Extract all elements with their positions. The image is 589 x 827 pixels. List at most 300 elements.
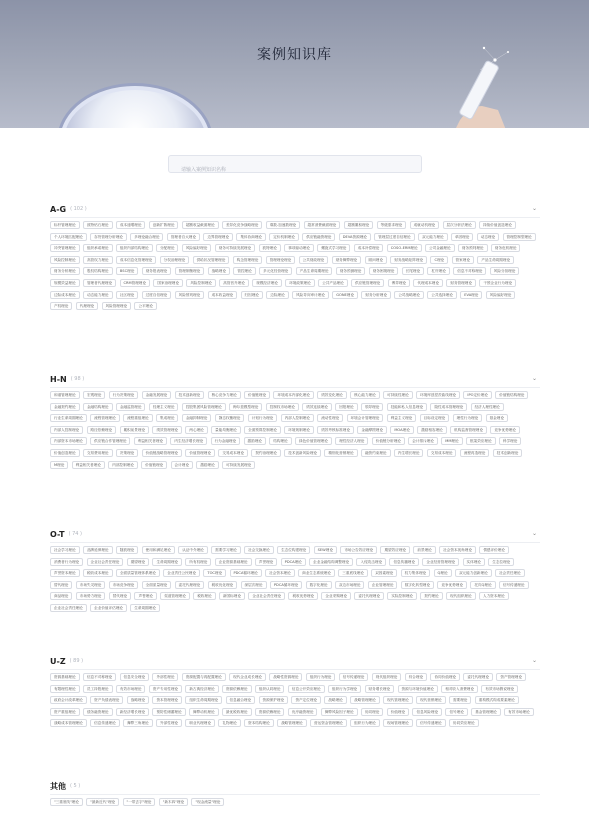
theory-tag[interactable]: 信息传递理论: [90, 719, 120, 727]
theory-tag[interactable]: 情感评价理论: [479, 546, 509, 554]
theory-tag[interactable]: 企业采购理论: [321, 592, 351, 600]
theory-tag[interactable]: 绿色价值管理理论: [295, 437, 332, 445]
theory-tag[interactable]: 现代管理理论: [383, 696, 413, 704]
theory-tag[interactable]: SEW理论: [314, 546, 337, 554]
theory-tag[interactable]: 成本信息化管理理论: [116, 256, 156, 264]
theory-tag[interactable]: M理论: [50, 461, 68, 469]
theory-tag[interactable]: 财务分析理论: [50, 267, 80, 275]
theory-tag[interactable]: 债务融资理论: [83, 708, 113, 716]
theory-tag[interactable]: PDCA循环理论: [230, 569, 262, 577]
theory-tag[interactable]: 框架效应理论: [466, 437, 496, 445]
theory-tag[interactable]: "三重底线"理论: [50, 798, 83, 806]
theory-tag[interactable]: 财务预测理论: [336, 267, 366, 275]
theory-tag[interactable]: 有效市场理论: [504, 708, 534, 716]
theory-tag[interactable]: 管理控制型理论: [503, 233, 536, 241]
theory-tag[interactable]: TOC理论: [203, 569, 226, 577]
theory-tag[interactable]: 战略管理理论: [277, 719, 307, 727]
section-header[interactable]: [50, 373, 540, 385]
theory-tag[interactable]: 供应链合作管理理论: [90, 437, 130, 445]
theory-tag[interactable]: 等级需求理论: [377, 221, 407, 229]
theory-tag[interactable]: 基金理论: [486, 414, 508, 422]
theory-tag[interactable]: 会计理论: [171, 461, 193, 469]
theory-tag[interactable]: 领导理论: [361, 403, 383, 411]
theory-tag[interactable]: 风险偏好理论: [486, 291, 516, 299]
theory-tag[interactable]: IPO定价理论: [463, 391, 491, 399]
theory-tag[interactable]: MM理论: [441, 437, 462, 445]
theory-tag[interactable]: 激励理论: [244, 437, 266, 445]
theory-tag[interactable]: 声誉理论: [255, 558, 277, 566]
theory-tag[interactable]: 数字化理论: [306, 581, 332, 589]
theory-tag[interactable]: 金融抑制理论: [182, 414, 212, 422]
theory-tag[interactable]: 三重底线理论: [338, 569, 368, 577]
theory-tag[interactable]: 税收成本理论: [83, 569, 113, 577]
theory-tag[interactable]: 协同理论: [361, 708, 383, 716]
theory-tag[interactable]: 协同效应理论: [449, 719, 479, 727]
theory-tag[interactable]: 存货管理分析理论: [90, 233, 127, 241]
theory-tag[interactable]: 舞弊三角理论: [123, 719, 153, 727]
theory-tag[interactable]: 产权理论: [50, 302, 72, 310]
theory-tag[interactable]: 双因素理论: [371, 569, 397, 577]
theory-tag[interactable]: 信号传递理论: [416, 719, 446, 727]
theory-tag[interactable]: 绩效变化理论: [317, 391, 347, 399]
theory-tag[interactable]: 全面预算控制理论: [244, 426, 281, 434]
theory-tag[interactable]: 层次分析法理论: [443, 221, 476, 229]
theory-tag[interactable]: DEVA资源理论: [339, 233, 371, 241]
theory-tag[interactable]: 创新扩散理论: [149, 221, 179, 229]
theory-tag[interactable]: 绩效考核标准理论: [317, 426, 354, 434]
theory-tag[interactable]: 商品理论: [50, 592, 72, 600]
theory-tag[interactable]: 资源保护理论: [259, 696, 289, 704]
theory-tag[interactable]: 多理论融合理论: [130, 233, 163, 241]
theory-tag[interactable]: 理性经济人理论: [335, 437, 368, 445]
theory-tag[interactable]: 机构监督管理理论: [450, 426, 487, 434]
theory-tag[interactable]: 新国标理论: [219, 592, 245, 600]
theory-tag[interactable]: 资源与环境价值理论: [398, 685, 438, 693]
theory-tag[interactable]: 环境规制理论: [284, 426, 314, 434]
theory-tag[interactable]: 财务舞弊理论: [332, 256, 362, 264]
theory-tag[interactable]: 事项驱动理论: [284, 244, 314, 252]
theory-tag[interactable]: 股权结构理论: [83, 267, 113, 275]
theory-tag[interactable]: 动态能力理论: [83, 291, 113, 299]
theory-tag[interactable]: 成本收益理论: [208, 291, 238, 299]
theory-tag[interactable]: 信息融合理论: [226, 696, 256, 704]
theory-tag[interactable]: 最优税收理论: [222, 708, 252, 716]
theory-tag[interactable]: 产品生命周期理论: [477, 256, 514, 264]
theory-tag[interactable]: 外部性理论: [152, 673, 178, 681]
theory-tag[interactable]: 公共产品理论: [318, 279, 348, 287]
theory-tag[interactable]: 市场竞争理论: [109, 581, 139, 589]
theory-tag[interactable]: 资产专用性理论: [149, 685, 182, 693]
theory-tag[interactable]: 价值链分析理论: [372, 437, 405, 445]
theory-tag[interactable]: 环境库兹涅茨曲线理论: [416, 391, 460, 399]
section-header[interactable]: [50, 655, 540, 667]
theory-tag[interactable]: 资源依赖理论: [255, 708, 285, 716]
theory-tag[interactable]: 管理者代理理论: [83, 279, 116, 287]
theory-tag[interactable]: 内部资本市场理论: [50, 437, 87, 445]
theory-tag[interactable]: 风险偏好理论: [182, 244, 212, 252]
theory-tag[interactable]: 风险导向审计理论: [292, 291, 329, 299]
theory-tag[interactable]: 绩效连续理论: [302, 403, 332, 411]
theory-tag[interactable]: 国家治理理论: [153, 279, 183, 287]
theory-tag[interactable]: 预防性储蓄理论: [152, 708, 185, 716]
theory-tag[interactable]: 金融摩擦理论: [357, 426, 387, 434]
theory-tag[interactable]: 利益相关者理论: [134, 437, 167, 445]
section-header[interactable]: [50, 528, 540, 540]
theory-tag[interactable]: 宏观理论: [83, 391, 105, 399]
theory-tag[interactable]: 消费者行为理论: [50, 558, 83, 566]
theory-tag[interactable]: 干预企业行为理论: [479, 279, 516, 287]
theory-tag[interactable]: 深层次理论: [241, 581, 267, 589]
theory-tag[interactable]: 资源依赖理论: [222, 685, 252, 693]
theory-tag[interactable]: 内部控制理论: [108, 461, 138, 469]
search-field[interactable]: [168, 155, 422, 173]
theory-tag[interactable]: 边际成本理论: [50, 291, 80, 299]
theory-tag[interactable]: 财务战略矩阵理论: [390, 256, 427, 264]
theory-tag[interactable]: 会计排斥理论: [408, 437, 438, 445]
theory-tag[interactable]: 金融结构理论: [83, 403, 113, 411]
theory-tag[interactable]: 行业生命周期理论: [50, 414, 87, 422]
theory-tag[interactable]: 公平理论: [134, 302, 156, 310]
theory-tag[interactable]: 信号理论: [445, 708, 467, 716]
theory-tag[interactable]: 社会资本理论: [265, 569, 295, 577]
theory-tag[interactable]: 人力资本理论: [479, 592, 509, 600]
theory-tag[interactable]: 现代营销理论: [416, 696, 446, 704]
theory-tag[interactable]: 决策理论: [116, 449, 138, 457]
theory-tag[interactable]: 技术创新理论: [493, 449, 523, 457]
theory-tag[interactable]: 流动性理论: [317, 414, 343, 422]
theory-tag[interactable]: 税收优化理论: [208, 581, 238, 589]
theory-tag[interactable]: 冲突管理理论: [50, 244, 80, 252]
theory-tag[interactable]: 财务危机理论: [491, 244, 521, 252]
theory-tag[interactable]: 舞弊动机理论: [189, 708, 219, 716]
theory-tag[interactable]: 权力集体理论: [401, 569, 431, 577]
theory-tag[interactable]: 信息传播理论: [389, 558, 419, 566]
theory-tag[interactable]: 社会责任理论: [495, 569, 525, 577]
theory-tag[interactable]: 管理层过度自信理论: [374, 233, 414, 241]
theory-tag[interactable]: 长尾理论: [402, 267, 424, 275]
theory-tag[interactable]: 企业社会责任理论: [248, 592, 285, 600]
theory-tag[interactable]: 生命周期理论: [152, 558, 182, 566]
theory-tag[interactable]: 资产定位理论: [291, 696, 321, 704]
theory-tag[interactable]: 公司战略理论: [394, 291, 424, 299]
theory-tag[interactable]: 环境成本内部化理论: [273, 391, 313, 399]
theory-tag[interactable]: 分配理论: [156, 244, 178, 252]
theory-tag[interactable]: 环境政策理论: [285, 279, 315, 287]
theory-tag[interactable]: EVA理论: [460, 291, 482, 299]
theory-tag[interactable]: 价值链理论: [141, 461, 167, 469]
theory-tag[interactable]: 新经济增长理论: [116, 708, 149, 716]
theory-tag[interactable]: 结构理论: [269, 437, 291, 445]
theory-tag[interactable]: 有限理性理论: [50, 685, 80, 693]
theory-tag[interactable]: 隐性成本管理理论: [430, 403, 467, 411]
theory-tag[interactable]: 规模经济理论: [252, 279, 282, 287]
theory-tag[interactable]: 利益相关者理论: [72, 461, 105, 469]
theory-tag[interactable]: 管理者自大理论: [167, 233, 200, 241]
theory-tag[interactable]: 成就动机理论: [410, 221, 440, 229]
theory-tag[interactable]: 外部性理论: [156, 719, 182, 727]
theory-tag[interactable]: 内部人控制理论: [281, 414, 314, 422]
theory-tag[interactable]: "最新近代"理论: [86, 798, 119, 806]
theory-tag[interactable]: 需要理论: [449, 696, 471, 704]
theory-tag[interactable]: 成本补偿理论: [354, 244, 384, 252]
theory-tag[interactable]: 双元能力理论: [418, 233, 448, 241]
theory-tag[interactable]: 乘数-加速数理论: [266, 221, 300, 229]
theory-tag[interactable]: 企业社会责任理论: [87, 558, 124, 566]
theory-tag[interactable]: 规模效益理论: [50, 279, 80, 287]
theory-tag[interactable]: 价值链结构理论: [495, 391, 528, 399]
theory-tag[interactable]: 激励相容理论: [417, 426, 447, 434]
theory-tag[interactable]: 企业管理理论: [368, 581, 398, 589]
theory-tag[interactable]: 资本结构理论: [244, 719, 274, 727]
theory-tag[interactable]: 超额收益截面理论: [182, 221, 219, 229]
theory-tag[interactable]: 托宾Q理论: [470, 581, 495, 589]
theory-tag[interactable]: 优序融资理论: [288, 708, 318, 716]
theory-tag[interactable]: 两心理论: [185, 426, 207, 434]
theory-tag[interactable]: 内部人控制理论: [50, 426, 83, 434]
theory-tag[interactable]: 螺旋式学习理论: [317, 244, 350, 252]
theory-tag[interactable]: CRM管理理论: [120, 279, 150, 287]
theory-tag[interactable]: 流程重组理论: [123, 414, 153, 422]
theory-tag[interactable]: 集成理论: [156, 414, 178, 422]
theory-tag[interactable]: 竞争优势理论: [437, 581, 467, 589]
theory-tag[interactable]: 交易成本理论: [218, 449, 248, 457]
theory-tag[interactable]: 委托代理理论: [463, 673, 493, 681]
theory-tag[interactable]: 量能均衡理论: [211, 426, 241, 434]
theory-tag[interactable]: 控制权市场理论: [266, 403, 299, 411]
theory-tag[interactable]: 战略理论: [208, 267, 230, 275]
theory-tag[interactable]: 环境会计管理理论: [347, 414, 384, 422]
theory-tag[interactable]: 使用和满足理论: [142, 546, 175, 554]
theory-tag[interactable]: 社会资本视角理论: [439, 546, 476, 554]
theory-tag[interactable]: 生态位理论: [488, 558, 514, 566]
theory-tag[interactable]: 企业金融结构调整理论: [309, 558, 353, 566]
theory-tag[interactable]: 可持续发展理论: [222, 461, 255, 469]
theory-tag[interactable]: 供应链管理理论: [351, 279, 384, 287]
theory-tag[interactable]: 全面质量理论: [142, 581, 172, 589]
theory-tag[interactable]: 前景理论: [413, 546, 435, 554]
theory-tag[interactable]: C理论: [430, 256, 448, 264]
theory-tag[interactable]: 资产负债表理论: [90, 696, 123, 704]
theory-tag[interactable]: 所有权理论: [185, 558, 211, 566]
theory-tag[interactable]: 回报理论: [335, 403, 357, 411]
theory-tag[interactable]: 边际理论: [266, 291, 288, 299]
theory-tag[interactable]: 融资约束理论: [361, 449, 391, 457]
theory-tag[interactable]: 科学理论: [499, 437, 521, 445]
theory-tag[interactable]: 财务管理理论: [446, 279, 476, 287]
theory-tag[interactable]: 企业资源基础理论: [215, 558, 252, 566]
theory-tag[interactable]: 单因理论: [451, 233, 473, 241]
theory-tag[interactable]: 员工持股理论: [83, 685, 113, 693]
theory-tag[interactable]: 资产重组理论: [50, 708, 80, 716]
chevron-down-icon[interactable]: ⌄: [531, 657, 537, 664]
chevron-down-icon[interactable]: ⌄: [531, 530, 537, 537]
theory-tag[interactable]: 契约理论: [420, 592, 442, 600]
theory-tag[interactable]: 标杆管理理论: [50, 221, 80, 229]
theory-tag[interactable]: 信息安全理论: [120, 673, 150, 681]
theory-tag[interactable]: 战略理论: [324, 696, 346, 704]
theory-tag[interactable]: 声誉资本理论: [50, 569, 80, 577]
theory-tag[interactable]: 经理主义理论: [149, 403, 179, 411]
theory-tag[interactable]: 企业责任公民理论: [163, 569, 200, 577]
theory-tag[interactable]: 组织行为理论: [306, 673, 336, 681]
theory-tag[interactable]: 持续价值创造理论: [479, 221, 516, 229]
theory-tag[interactable]: 经济人理性理论: [471, 403, 504, 411]
theory-tag[interactable]: 理性行为理论: [453, 414, 483, 422]
theory-tag[interactable]: 归因理论: [241, 291, 263, 299]
theory-tag[interactable]: 战略成本管理理论: [50, 719, 87, 727]
theory-tag[interactable]: "现金流量"理论: [191, 798, 224, 806]
theory-tag[interactable]: 供给状况管理理论: [193, 256, 230, 264]
theory-tag[interactable]: 职业代理理论: [185, 719, 215, 727]
theory-tag[interactable]: 绩效管理理论: [152, 426, 182, 434]
theory-tag[interactable]: 市场势力理论: [76, 592, 106, 600]
theory-tag[interactable]: BSC理论: [116, 267, 138, 275]
theory-tag[interactable]: 替代理论: [109, 592, 131, 600]
theory-tag[interactable]: 多元化经营理论: [259, 267, 292, 275]
theory-tag[interactable]: 有效市场假说理论: [481, 685, 518, 693]
theory-tag[interactable]: 现代组织理论: [372, 673, 402, 681]
theory-tag[interactable]: 双边市场理论: [335, 581, 365, 589]
theory-tag[interactable]: 基金管理理论: [471, 708, 501, 716]
theory-tag[interactable]: 税收理论: [193, 592, 215, 600]
theory-tag[interactable]: 财务困境理论: [369, 267, 399, 275]
theory-tag[interactable]: 社会交换理论: [244, 546, 274, 554]
theory-tag[interactable]: 组织认同理论: [255, 685, 285, 693]
theory-tag[interactable]: 组织行为理论: [350, 719, 380, 727]
theory-tag[interactable]: 声誉理论: [134, 592, 156, 600]
theory-tag[interactable]: 管理制衡理论: [175, 267, 205, 275]
theory-tag[interactable]: 需要学习理论: [211, 546, 241, 554]
search-input[interactable]: [169, 162, 421, 178]
theory-tag[interactable]: 市场公告效应理论: [340, 546, 377, 554]
theory-tag[interactable]: 有效市场理论: [116, 685, 146, 693]
theory-tag[interactable]: 金融契约理论: [50, 403, 80, 411]
theory-tag[interactable]: 激励理论: [196, 461, 218, 469]
theory-tag[interactable]: 现场管理理论: [383, 719, 413, 727]
theory-tag[interactable]: 价值链理论: [244, 391, 270, 399]
chevron-down-icon[interactable]: ⌄: [531, 375, 537, 382]
theory-tag[interactable]: 核心能力理论: [350, 391, 380, 399]
theory-tag[interactable]: 企业社会责任理论: [50, 604, 87, 612]
theory-tag[interactable]: 静态权衡理论: [215, 414, 245, 422]
theory-tag[interactable]: 契约治理理论: [251, 449, 281, 457]
theory-tag[interactable]: 新古典经济理论: [185, 685, 218, 693]
theory-tag[interactable]: 分权治理理论: [160, 256, 190, 264]
theory-tag[interactable]: 行为金融理论: [211, 437, 241, 445]
theory-tag[interactable]: "新木四"理论: [159, 798, 188, 806]
theory-tag[interactable]: 替代理论: [50, 581, 72, 589]
theory-tag[interactable]: 双元能力创新理论: [455, 569, 492, 577]
theory-tag[interactable]: 累积前景理论: [120, 426, 150, 434]
theory-tag[interactable]: 信息不对称理论: [83, 673, 116, 681]
theory-tag[interactable]: 竞争优势理论: [490, 426, 520, 434]
theory-tag[interactable]: 顾问理论: [365, 256, 387, 264]
theory-tag[interactable]: 社区理论: [116, 291, 138, 299]
theory-tag[interactable]: 现代企业成长理论: [229, 673, 266, 681]
theory-tag[interactable]: 流程管理理论: [90, 414, 120, 422]
theory-tag[interactable]: 组织行为学理论: [328, 685, 361, 693]
theory-tag[interactable]: 集体协商理论: [236, 233, 266, 241]
theory-tag[interactable]: 社会学习理论: [50, 546, 80, 554]
theory-tag[interactable]: 技术创新理论: [175, 391, 205, 399]
theory-tag[interactable]: 精细化营销理论: [324, 449, 357, 457]
theory-tag[interactable]: 和谐管理理论: [50, 391, 80, 399]
theory-tag[interactable]: 实体理论: [463, 558, 485, 566]
theory-tag[interactable]: MOA理论: [390, 426, 414, 434]
theory-tag[interactable]: 梅尔兹模型理论: [229, 403, 262, 411]
theory-tag[interactable]: 技能和私人信息理论: [387, 403, 427, 411]
theory-tag[interactable]: 超额累积理论: [344, 221, 374, 229]
theory-tag[interactable]: 组织内部结构理论: [116, 244, 153, 252]
theory-tag[interactable]: GONE理论: [332, 291, 358, 299]
theory-tag[interactable]: 目标设定理论: [420, 414, 450, 422]
theory-tag[interactable]: 品牌延伸理论: [83, 546, 113, 554]
theory-tag[interactable]: 交易成本理论: [427, 449, 457, 457]
theory-tag[interactable]: 入侵攻击理论: [356, 558, 386, 566]
theory-tag[interactable]: 计划行为理论: [248, 414, 278, 422]
theory-tag[interactable]: 代理理论: [76, 302, 98, 310]
theory-tag[interactable]: 管理理论理论: [266, 256, 296, 264]
theory-tag[interactable]: 实际控制理论: [387, 592, 417, 600]
theory-tag[interactable]: 控股集团风险管理理论: [182, 403, 226, 411]
theory-tag[interactable]: 个人环境匹配理论: [50, 233, 87, 241]
theory-tag[interactable]: 价值理论: [387, 708, 409, 716]
section-header[interactable]: [50, 203, 540, 215]
theory-tag[interactable]: 财务报表理论: [142, 267, 172, 275]
theory-tag[interactable]: PDCA循环理论: [270, 581, 302, 589]
theory-tag[interactable]: 高管权力理论: [83, 256, 113, 264]
theory-tag[interactable]: 构念管理理论: [233, 256, 263, 264]
theory-tag[interactable]: 市场失灵理论: [76, 581, 106, 589]
theory-tag[interactable]: 企业价值评估理论: [90, 604, 127, 612]
theory-tag[interactable]: 核心竞争力理论: [208, 391, 241, 399]
theory-tag[interactable]: 舞弊风险因子理论: [321, 708, 358, 716]
theory-tag[interactable]: 营运资金管理理论: [310, 719, 347, 727]
theory-tag[interactable]: 税收优势理论: [288, 592, 318, 600]
theory-tag[interactable]: 组织生命周期理论: [185, 696, 222, 704]
theory-tag[interactable]: 资产管理理论: [496, 673, 526, 681]
theory-tag[interactable]: 内生经济增长理论: [170, 437, 207, 445]
theory-tag[interactable]: PDCA理论: [281, 558, 306, 566]
theory-tag[interactable]: 动态理论: [477, 233, 499, 241]
theory-tag[interactable]: 财务预判理论: [458, 244, 488, 252]
theory-tag[interactable]: 重构模式构成要素理论: [475, 696, 519, 704]
theory-tag[interactable]: 信号传递理论: [339, 673, 369, 681]
theory-tag[interactable]: 风险控制理论: [50, 256, 80, 264]
theory-tag[interactable]: 定价机制理论: [269, 233, 299, 241]
theory-tag[interactable]: 政府会计改革理论: [50, 696, 87, 704]
theory-tag[interactable]: 综合理论: [405, 673, 427, 681]
theory-tag[interactable]: 资本管理理论: [152, 696, 182, 704]
theory-tag[interactable]: 生命周期理论: [130, 604, 160, 612]
theory-tag[interactable]: 风险预判理论: [175, 291, 205, 299]
theory-tag[interactable]: 超常消费截面理论: [304, 221, 341, 229]
theory-tag[interactable]: 企业经营管理理论: [422, 558, 459, 566]
section-header[interactable]: [50, 780, 540, 792]
theory-tag[interactable]: COSO-ERM理论: [387, 244, 422, 252]
theory-tag[interactable]: 随波理论: [116, 546, 138, 554]
theory-tag[interactable]: 财务分析理论: [361, 291, 391, 299]
theory-tag[interactable]: 公司金融理论: [425, 244, 455, 252]
theory-tag[interactable]: 产品生命周期理论: [296, 267, 333, 275]
theory-tag[interactable]: 礼物理论: [218, 719, 240, 727]
theory-tag[interactable]: 渠道管理理论: [160, 592, 190, 600]
theory-tag[interactable]: 现代组织理论: [446, 592, 476, 600]
theory-tag[interactable]: 行为决策理论: [109, 391, 139, 399]
theory-tag[interactable]: 管控理论: [233, 267, 255, 275]
theory-tag[interactable]: 风险管理理论: [102, 302, 132, 310]
theory-tag[interactable]: 成本递增理论: [116, 221, 146, 229]
